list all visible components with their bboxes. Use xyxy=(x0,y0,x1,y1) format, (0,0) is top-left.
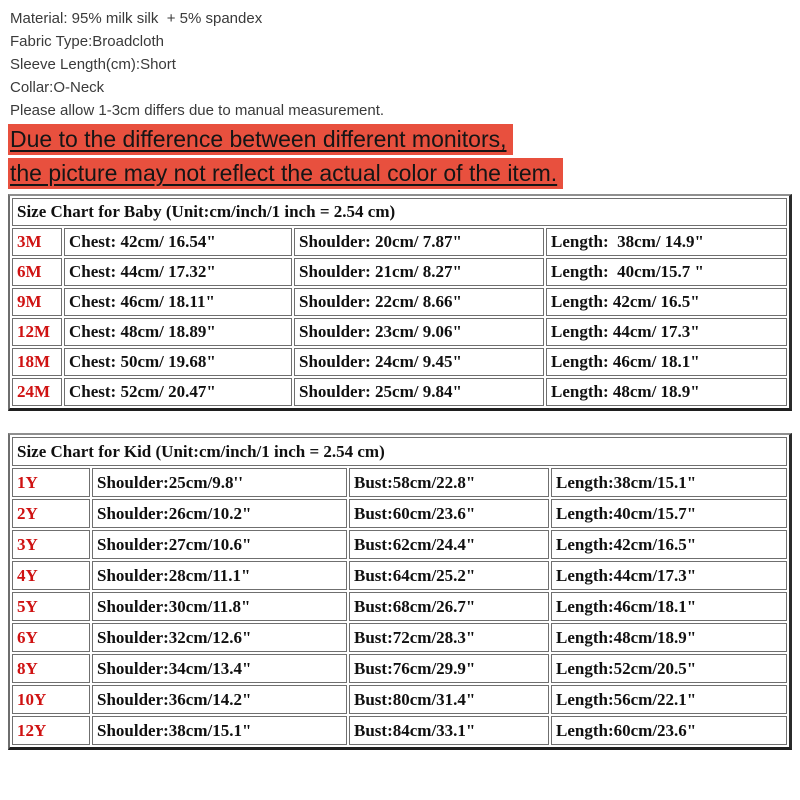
product-attribute-line: Collar:O-Neck xyxy=(10,79,105,96)
bust-cell: Bust:68cm/26.7" xyxy=(349,592,549,621)
chart-title: Size Chart for Baby (Unit:cm/inch/1 inch = 2.54 cm) xyxy=(12,198,787,226)
shoulder-cell: Shoulder:28cm/11.1" xyxy=(92,561,347,590)
length-cell: Length:48cm/18.9" xyxy=(551,623,787,652)
bust-cell: Bust:58cm/22.8" xyxy=(349,468,549,497)
bust-cell: Bust:64cm/25.2" xyxy=(349,561,549,590)
size-cell: 5Y xyxy=(12,592,90,621)
table-row xyxy=(12,318,787,346)
spacer xyxy=(0,411,800,428)
shoulder-cell: Shoulder: 25cm/ 9.84" xyxy=(294,378,544,406)
shoulder-cell: Shoulder:26cm/10.2" xyxy=(92,499,347,528)
table-row xyxy=(12,468,787,497)
chest-cell: Chest: 44cm/ 17.32" xyxy=(64,258,292,286)
chest-cell: Chest: 50cm/ 19.68" xyxy=(64,348,292,376)
color-disclaimer xyxy=(8,124,800,189)
product-attribute-line: Please allow 1-3cm differs due to manual measurement. xyxy=(10,102,385,119)
bust-cell: Bust:76cm/29.9" xyxy=(349,654,549,683)
size-cell: 10Y xyxy=(12,685,90,714)
table-row xyxy=(12,561,787,590)
length-cell: Length:44cm/17.3" xyxy=(551,561,787,590)
length-cell: Length: 44cm/ 17.3" xyxy=(546,318,787,346)
bust-cell: Bust:62cm/24.4" xyxy=(349,530,549,559)
shoulder-cell: Shoulder:38cm/15.1" xyxy=(92,716,347,745)
size-cell: 6Y xyxy=(12,623,90,652)
color-disclaimer-line-1: Due to the difference between different monitors, xyxy=(8,124,513,155)
product-attribute-line: Sleeve Length(cm):Short xyxy=(10,56,176,73)
table-row xyxy=(12,623,787,652)
size-cell: 12Y xyxy=(12,716,90,745)
size-cell: 3Y xyxy=(12,530,90,559)
product-attributes xyxy=(0,0,800,122)
shoulder-cell: Shoulder:27cm/10.6" xyxy=(92,530,347,559)
bust-cell: Bust:72cm/28.3" xyxy=(349,623,549,652)
length-cell: Length:38cm/15.1" xyxy=(551,468,787,497)
product-attribute-line: Fabric Type:Broadcloth xyxy=(10,33,164,50)
shoulder-cell: Shoulder:32cm/12.6" xyxy=(92,623,347,652)
size-cell: 12M xyxy=(12,318,62,346)
shoulder-cell: Shoulder: 21cm/ 8.27" xyxy=(294,258,544,286)
table-row xyxy=(12,685,787,714)
size-cell: 2Y xyxy=(12,499,90,528)
color-disclaimer-line-2: the picture may not reflect the actual color of the item. xyxy=(8,158,563,189)
table-row xyxy=(12,716,787,745)
chest-cell: Chest: 52cm/ 20.47" xyxy=(64,378,292,406)
size-cell: 18M xyxy=(12,348,62,376)
shoulder-cell: Shoulder: 23cm/ 9.06" xyxy=(294,318,544,346)
table-row xyxy=(12,348,787,376)
length-cell: Length: 40cm/15.7 " xyxy=(546,258,787,286)
size-cell: 1Y xyxy=(12,468,90,497)
baby-size-chart-table xyxy=(8,194,792,411)
shoulder-cell: Shoulder:30cm/11.8" xyxy=(92,592,347,621)
size-cell: 3M xyxy=(12,228,62,256)
length-cell: Length: 38cm/ 14.9" xyxy=(546,228,787,256)
chest-cell: Chest: 46cm/ 18.11" xyxy=(64,288,292,316)
table-row xyxy=(12,378,787,406)
table-row xyxy=(12,499,787,528)
table-row xyxy=(12,288,787,316)
shoulder-cell: Shoulder:34cm/13.4" xyxy=(92,654,347,683)
kid-size-chart-table xyxy=(8,433,792,750)
table-row xyxy=(12,228,787,256)
size-cell: 6M xyxy=(12,258,62,286)
product-attribute-line: Material: 95% milk silk + 5% spandex xyxy=(10,10,263,27)
table-row xyxy=(12,258,787,286)
length-cell: Length:40cm/15.7" xyxy=(551,499,787,528)
size-cell: 4Y xyxy=(12,561,90,590)
bust-cell: Bust:60cm/23.6" xyxy=(349,499,549,528)
length-cell: Length: 48cm/ 18.9" xyxy=(546,378,787,406)
bust-cell: Bust:84cm/33.1" xyxy=(349,716,549,745)
chest-cell: Chest: 42cm/ 16.54" xyxy=(64,228,292,256)
table-row xyxy=(12,592,787,621)
shoulder-cell: Shoulder: 20cm/ 7.87" xyxy=(294,228,544,256)
shoulder-cell: Shoulder:36cm/14.2" xyxy=(92,685,347,714)
shoulder-cell: Shoulder: 24cm/ 9.45" xyxy=(294,348,544,376)
shoulder-cell: Shoulder: 22cm/ 8.66" xyxy=(294,288,544,316)
table-row xyxy=(12,654,787,683)
size-cell: 8Y xyxy=(12,654,90,683)
chart-title: Size Chart for Kid (Unit:cm/inch/1 inch = 2.54 cm) xyxy=(12,437,787,466)
length-cell: Length:42cm/16.5" xyxy=(551,530,787,559)
length-cell: Length:52cm/20.5" xyxy=(551,654,787,683)
chest-cell: Chest: 48cm/ 18.89" xyxy=(64,318,292,346)
length-cell: Length:60cm/23.6" xyxy=(551,716,787,745)
bust-cell: Bust:80cm/31.4" xyxy=(349,685,549,714)
length-cell: Length:46cm/18.1" xyxy=(551,592,787,621)
shoulder-cell: Shoulder:25cm/9.8'' xyxy=(92,468,347,497)
length-cell: Length: 42cm/ 16.5" xyxy=(546,288,787,316)
length-cell: Length:56cm/22.1" xyxy=(551,685,787,714)
size-cell: 24M xyxy=(12,378,62,406)
length-cell: Length: 46cm/ 18.1" xyxy=(546,348,787,376)
size-cell: 9M xyxy=(12,288,62,316)
table-row xyxy=(12,530,787,559)
